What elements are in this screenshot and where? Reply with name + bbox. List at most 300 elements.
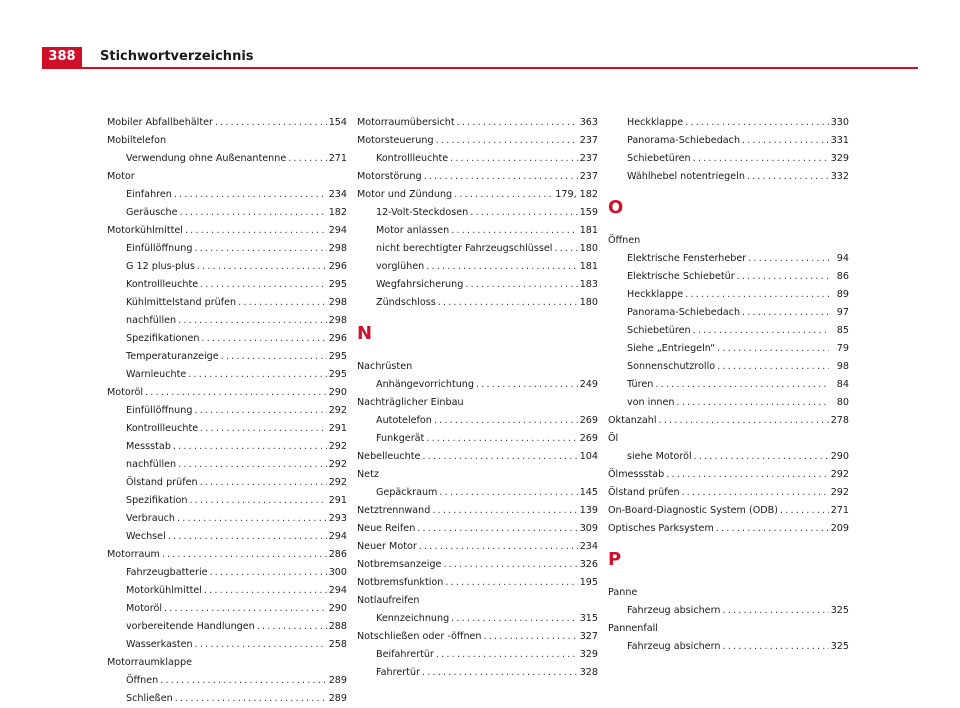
dot-leader xyxy=(685,114,829,132)
index-entry xyxy=(608,484,849,502)
entry-page-number: 292 xyxy=(830,487,849,498)
index-subentry xyxy=(107,510,347,528)
dot-leader xyxy=(188,366,326,384)
entry-page-number: 180 xyxy=(579,243,598,254)
index-column-1 xyxy=(107,114,347,708)
dot-leader xyxy=(200,420,327,438)
dot-leader xyxy=(145,384,327,402)
entry-term: Schiebetüren xyxy=(627,153,691,164)
index-subentry xyxy=(107,600,347,618)
index-entry xyxy=(357,628,598,646)
entry-page-number: 278 xyxy=(830,415,849,426)
entry-term: Mobiler Abfallbehälter xyxy=(107,117,213,128)
index-entry xyxy=(357,466,598,484)
entry-term: Heckklappe xyxy=(627,289,684,300)
entry-term: Heckklappe xyxy=(627,117,684,128)
entry-term: Wählhebel notentriegeln xyxy=(627,171,745,182)
entry-page-number: 79 xyxy=(836,343,849,354)
entry-term: Messstab xyxy=(126,441,171,452)
index-subentry xyxy=(608,168,849,186)
dot-leader xyxy=(180,204,327,222)
index-entry xyxy=(357,168,598,186)
entry-term: Notlaufreifen xyxy=(357,595,420,606)
entry-term: von innen xyxy=(627,397,675,408)
entry-page-number: 139 xyxy=(579,505,598,516)
dot-leader xyxy=(438,294,578,312)
dot-leader xyxy=(238,294,327,312)
entry-term: Pannenfall xyxy=(608,623,658,634)
dot-leader xyxy=(659,412,829,430)
entry-term: Notbremsfunktion xyxy=(357,577,444,588)
entry-term: nicht berechtigter Fahrzeugschlüssel xyxy=(376,243,553,254)
dot-leader xyxy=(737,268,829,286)
page-title: Stichwortverzeichnis xyxy=(100,49,254,64)
index-subentry xyxy=(107,672,347,690)
entry-term: Fahrzeug absichern xyxy=(627,641,721,652)
dot-leader xyxy=(175,690,327,708)
dot-leader xyxy=(177,510,327,528)
dot-leader xyxy=(419,538,578,556)
dot-leader xyxy=(436,646,578,664)
entry-term: Kennzeichnung xyxy=(376,613,450,624)
entry-page-number: 98 xyxy=(836,361,849,372)
dot-leader xyxy=(457,114,578,132)
entry-term: Öffnen xyxy=(126,675,159,686)
entry-page-number: 331 xyxy=(830,135,849,146)
index-subentry xyxy=(107,366,347,384)
index-subentry xyxy=(107,618,347,636)
entry-page-number: 237 xyxy=(579,135,598,146)
dot-leader xyxy=(450,150,578,168)
entry-term: Wechsel xyxy=(126,531,166,542)
dot-leader xyxy=(189,492,326,510)
entry-page-number: 159 xyxy=(579,207,598,218)
dot-leader xyxy=(655,376,829,394)
index-subentry xyxy=(107,312,347,330)
dot-leader xyxy=(439,484,577,502)
dot-leader xyxy=(195,636,327,654)
index-entry xyxy=(357,538,598,556)
entry-term: Elektrische Fensterheber xyxy=(627,253,747,264)
entry-term: Nebelleuchte xyxy=(357,451,421,462)
entry-term: On-Board-Diagnostic System (ODB) xyxy=(608,505,778,516)
dot-leader xyxy=(682,484,829,502)
entry-term: Motor und Zündung xyxy=(357,189,453,200)
dot-leader xyxy=(436,132,578,150)
index-subentry xyxy=(107,402,347,420)
index-subentry xyxy=(357,484,598,502)
dot-leader xyxy=(451,222,577,240)
entry-page-number: 290 xyxy=(328,387,347,398)
entry-page-number: 291 xyxy=(328,495,347,506)
dot-leader xyxy=(200,474,327,492)
entry-term: Motorstörung xyxy=(357,171,422,182)
dot-leader xyxy=(445,574,577,592)
entry-term: Nachträglicher Einbau xyxy=(357,397,464,408)
dot-leader xyxy=(717,340,829,358)
entry-term: Motorraumklappe xyxy=(107,657,192,668)
index-entry xyxy=(107,384,347,402)
entry-term: siehe Motoröl xyxy=(627,451,692,462)
entry-term: Siehe „Entriegeln“ xyxy=(627,343,716,354)
entry-term: Kontrollleuchte xyxy=(126,423,199,434)
entry-term: G 12 plus-plus xyxy=(126,261,195,272)
entry-term: Einfahren xyxy=(126,189,172,200)
entry-term: Motoröl xyxy=(107,387,144,398)
entry-page-number: 298 xyxy=(328,297,347,308)
index-entry xyxy=(357,448,598,466)
dot-leader xyxy=(178,456,327,474)
index-subentry xyxy=(357,240,598,258)
entry-page-number: 292 xyxy=(830,469,849,480)
index-subentry xyxy=(608,638,849,656)
index-subentry xyxy=(608,132,849,150)
entry-page-number: 290 xyxy=(830,451,849,462)
entry-term: Ölstand prüfen xyxy=(608,487,680,498)
entry-page-number: 295 xyxy=(328,369,347,380)
entry-page-number: 288 xyxy=(328,621,347,632)
entry-page-number: 309 xyxy=(579,523,598,534)
entry-term: vorbereitende Handlungen xyxy=(126,621,255,632)
entry-page-number: 290 xyxy=(328,603,347,614)
dot-leader xyxy=(185,222,327,240)
index-entry xyxy=(357,186,598,204)
index-entry xyxy=(608,232,849,250)
entry-term: Fahrertür xyxy=(376,667,420,678)
entry-term: Beifahrertür xyxy=(376,649,434,660)
entry-page-number: 296 xyxy=(328,333,347,344)
index-subentry xyxy=(107,348,347,366)
dot-leader xyxy=(554,240,577,258)
entry-page-number: 104 xyxy=(579,451,598,462)
dot-leader xyxy=(693,322,829,340)
dot-leader xyxy=(160,672,326,690)
dot-leader xyxy=(677,394,830,412)
dot-leader xyxy=(162,546,327,564)
entry-page-number: 271 xyxy=(830,505,849,516)
dot-leader xyxy=(722,638,828,656)
entry-term: Kontrollleuchte xyxy=(376,153,449,164)
entry-term: Schiebetüren xyxy=(627,325,691,336)
dot-leader xyxy=(173,438,327,456)
index-subentry xyxy=(357,376,598,394)
header-rule xyxy=(42,67,918,69)
index-subentry xyxy=(107,294,347,312)
index-subentry xyxy=(107,564,347,582)
index-subentry xyxy=(107,420,347,438)
dot-leader xyxy=(426,430,577,448)
entry-term: Fahrzeugbatterie xyxy=(126,567,208,578)
index-subentry xyxy=(107,690,347,708)
entry-page-number: 295 xyxy=(328,351,347,362)
entry-term: Öffnen xyxy=(608,235,641,246)
entry-term: Motorraum xyxy=(107,549,160,560)
entry-term: Türen xyxy=(627,379,654,390)
dot-leader xyxy=(194,402,326,420)
index-subentry xyxy=(107,474,347,492)
index-subentry xyxy=(608,602,849,620)
entry-term: Einfüllöffnung xyxy=(126,243,193,254)
entry-term: Panorama-Schiebedach xyxy=(627,307,741,318)
dot-leader xyxy=(434,412,578,430)
entry-page-number: 195 xyxy=(579,577,598,588)
index-subentry xyxy=(608,322,849,340)
entry-term: Motorkühlmittel xyxy=(107,225,183,236)
index-entry xyxy=(107,168,347,186)
index-subentry xyxy=(608,448,849,466)
entry-term: Panne xyxy=(608,587,638,598)
index-entry xyxy=(608,502,849,520)
dot-leader xyxy=(747,168,829,186)
entry-term: Neue Reifen xyxy=(357,523,416,534)
index-subentry xyxy=(608,114,849,132)
entry-page-number: 329 xyxy=(579,649,598,660)
entry-term: Netztrennwand xyxy=(357,505,431,516)
dot-leader xyxy=(742,304,829,322)
index-entry xyxy=(357,502,598,520)
entry-page-number: 180 xyxy=(579,297,598,308)
entry-term: Wegfahrsicherung xyxy=(376,279,464,290)
entry-page-number: 84 xyxy=(836,379,849,390)
index-subentry xyxy=(357,204,598,222)
entry-page-number: 97 xyxy=(836,307,849,318)
index-entry xyxy=(107,132,347,150)
index-subentry xyxy=(107,528,347,546)
dot-leader xyxy=(204,582,327,600)
index-subentry xyxy=(357,222,598,240)
dot-leader xyxy=(432,502,577,520)
entry-term: Nachrüsten xyxy=(357,361,413,372)
entry-page-number: 294 xyxy=(328,225,347,236)
entry-term: Ölmessstab xyxy=(608,469,665,480)
index-subentry xyxy=(107,582,347,600)
index-entry xyxy=(357,394,598,412)
entry-page-number: 234 xyxy=(328,189,347,200)
entry-term: Neuer Motor xyxy=(357,541,417,552)
entry-page-number: 179, 182 xyxy=(555,189,598,200)
index-subentry xyxy=(357,430,598,448)
entry-term: Motor xyxy=(107,171,135,182)
dot-leader xyxy=(221,348,327,366)
entry-page-number: 292 xyxy=(328,459,347,470)
entry-term: Notbremsanzeige xyxy=(357,559,442,570)
dot-leader xyxy=(197,258,327,276)
index-subentry xyxy=(608,268,849,286)
entry-term: Motorraumübersicht xyxy=(357,117,455,128)
entry-page-number: 269 xyxy=(579,433,598,444)
page-header xyxy=(0,0,960,70)
entry-page-number: 209 xyxy=(830,523,849,534)
entry-term: Motor anlassen xyxy=(376,225,450,236)
index-subentry xyxy=(107,438,347,456)
entry-page-number: 298 xyxy=(328,243,347,254)
dot-leader xyxy=(194,240,326,258)
dot-leader xyxy=(422,448,577,466)
entry-page-number: 182 xyxy=(328,207,347,218)
entry-term: Kontrollleuchte xyxy=(126,279,199,290)
entry-page-number: 295 xyxy=(328,279,347,290)
index-subentry xyxy=(107,186,347,204)
dot-leader xyxy=(685,286,829,304)
dot-leader xyxy=(465,276,577,294)
dot-leader xyxy=(210,564,327,582)
entry-page-number: 181 xyxy=(579,225,598,236)
entry-page-number: 363 xyxy=(579,117,598,128)
entry-page-number: 325 xyxy=(830,605,849,616)
section-letter: P xyxy=(608,549,622,570)
entry-page-number: 294 xyxy=(328,531,347,542)
index-subentry xyxy=(357,150,598,168)
index-entry xyxy=(608,520,849,538)
entry-page-number: 326 xyxy=(579,559,598,570)
index-subentry xyxy=(608,150,849,168)
index-subentry xyxy=(608,358,849,376)
entry-term: Elektrische Schiebetür xyxy=(627,271,735,282)
index-entry xyxy=(357,358,598,376)
entry-term: Motorsteuerung xyxy=(357,135,434,146)
entry-term: Gepäckraum xyxy=(376,487,438,498)
entry-term: Anhängevorrichtung xyxy=(376,379,474,390)
entry-term: Optisches Parksystem xyxy=(608,523,714,534)
dot-leader xyxy=(693,150,829,168)
dot-leader xyxy=(716,520,829,538)
entry-term: Autotelefon xyxy=(376,415,432,426)
index-entry xyxy=(357,574,598,592)
entry-page-number: 292 xyxy=(328,477,347,488)
dot-leader xyxy=(422,664,578,682)
index-subentry xyxy=(608,250,849,268)
index-subentry xyxy=(107,456,347,474)
index-subentry xyxy=(357,412,598,430)
entry-term: Öl xyxy=(608,433,619,444)
entry-page-number: 94 xyxy=(836,253,849,264)
page-number: 388 xyxy=(42,47,82,67)
index-entry xyxy=(608,620,849,638)
dot-leader xyxy=(201,330,326,348)
dot-leader xyxy=(717,358,829,376)
entry-page-number: 181 xyxy=(579,261,598,272)
entry-page-number: 289 xyxy=(328,675,347,686)
dot-leader xyxy=(484,628,578,646)
section-letter: N xyxy=(357,323,373,344)
index-subentry xyxy=(357,646,598,664)
entry-page-number: 234 xyxy=(579,541,598,552)
dot-leader xyxy=(666,466,828,484)
entry-term: Panorama-Schiebedach xyxy=(627,135,741,146)
entry-page-number: 271 xyxy=(328,153,347,164)
entry-term: nachfüllen xyxy=(126,315,177,326)
entry-page-number: 292 xyxy=(328,441,347,452)
dot-leader xyxy=(694,448,829,466)
index-entry xyxy=(107,546,347,564)
entry-page-number: 315 xyxy=(579,613,598,624)
index-entry xyxy=(608,466,849,484)
entry-page-number: 325 xyxy=(830,641,849,652)
entry-page-number: 298 xyxy=(328,315,347,326)
entry-page-number: 183 xyxy=(579,279,598,290)
index-subentry xyxy=(107,150,347,168)
entry-page-number: 300 xyxy=(328,567,347,578)
entry-term: Verwendung ohne Außenantenne xyxy=(126,153,287,164)
index-entry xyxy=(357,114,598,132)
index-column-3 xyxy=(608,114,849,656)
entry-page-number: 154 xyxy=(328,117,347,128)
dot-leader xyxy=(748,250,829,268)
entry-term: Sonnenschutzrollo xyxy=(627,361,716,372)
entry-page-number: 237 xyxy=(579,171,598,182)
dot-leader xyxy=(168,528,327,546)
index-entry xyxy=(608,430,849,448)
entry-page-number: 249 xyxy=(579,379,598,390)
entry-page-number: 327 xyxy=(579,631,598,642)
index-subentry xyxy=(357,294,598,312)
index-column-2 xyxy=(357,114,598,682)
index-subentry xyxy=(608,286,849,304)
dot-leader xyxy=(200,276,327,294)
index-entry xyxy=(107,654,347,672)
dot-leader xyxy=(780,502,829,520)
entry-page-number: 89 xyxy=(836,289,849,300)
dot-leader xyxy=(451,610,578,628)
index-subentry xyxy=(357,610,598,628)
entry-term: Spezifikationen xyxy=(126,333,200,344)
entry-term: Netz xyxy=(357,469,379,480)
index-subentry xyxy=(357,664,598,682)
dot-leader xyxy=(476,376,578,394)
index-subentry xyxy=(107,240,347,258)
index-entry xyxy=(608,412,849,430)
entry-page-number: 332 xyxy=(830,171,849,182)
dot-leader xyxy=(178,312,327,330)
index-subentry xyxy=(107,276,347,294)
entry-term: Motorkühlmittel xyxy=(126,585,202,596)
entry-term: Spezifikation xyxy=(126,495,188,506)
entry-page-number: 291 xyxy=(328,423,347,434)
entry-term: Kühlmittelstand prüfen xyxy=(126,297,237,308)
entry-term: Wasserkasten xyxy=(126,639,193,650)
dot-leader xyxy=(470,204,577,222)
entry-page-number: 145 xyxy=(579,487,598,498)
dot-leader xyxy=(164,600,327,618)
entry-page-number: 329 xyxy=(830,153,849,164)
entry-page-number: 330 xyxy=(830,117,849,128)
dot-leader xyxy=(454,186,553,204)
entry-term: Einfüllöffnung xyxy=(126,405,193,416)
entry-term: nachfüllen xyxy=(126,459,177,470)
dot-leader xyxy=(722,602,828,620)
dot-leader xyxy=(215,114,327,132)
dot-leader xyxy=(417,520,577,538)
index-subentry xyxy=(107,204,347,222)
entry-term: Schließen xyxy=(126,693,173,704)
index-subentry xyxy=(608,304,849,322)
entry-term: Warnleuchte xyxy=(126,369,187,380)
index-entry xyxy=(357,592,598,610)
entry-term: 12-Volt-Steckdosen xyxy=(376,207,469,218)
section-letter: O xyxy=(608,197,624,218)
entry-term: Oktanzahl xyxy=(608,415,657,426)
entry-term: Zündschloss xyxy=(376,297,436,308)
entry-term: Funkgerät xyxy=(376,433,425,444)
dot-leader xyxy=(257,618,327,636)
entry-page-number: 289 xyxy=(328,693,347,704)
entry-page-number: 80 xyxy=(836,397,849,408)
entry-term: Mobiltelefon xyxy=(107,135,167,146)
index-subentry xyxy=(107,258,347,276)
index-subentry xyxy=(107,492,347,510)
entry-page-number: 292 xyxy=(328,405,347,416)
entry-term: Temperaturanzeige xyxy=(126,351,219,362)
